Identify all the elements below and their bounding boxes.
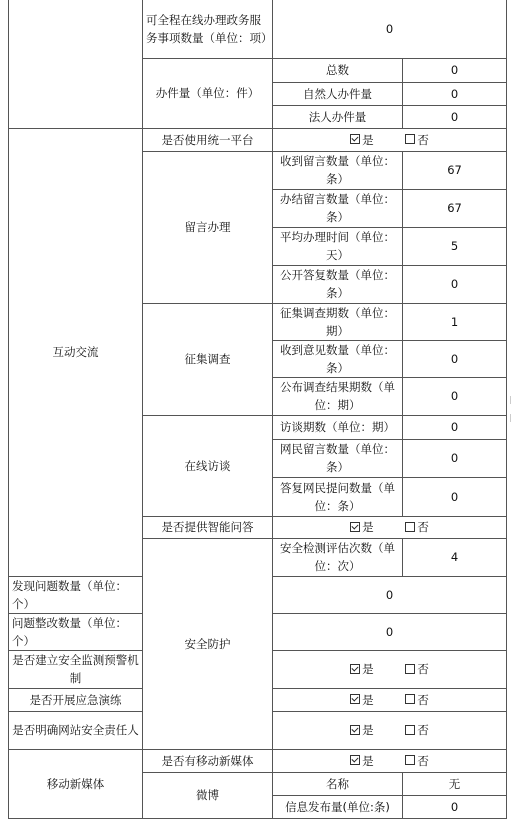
unified-platform-label: 是否使用统一平台 [143,128,273,151]
security-responsible-options: 是 否 [273,711,507,749]
interview-row-value: 0 [403,439,507,477]
weibo-name-value: 无 [403,772,507,795]
emergency-drill-label: 是否开展应急演练 [9,688,143,711]
interview-row-value: 0 [403,477,507,516]
has-mobile-media-label: 是否有移动新媒体 [143,749,273,772]
survey-row-label: 收到意见数量（单位：条） [273,340,403,377]
section-cell-empty [9,0,143,128]
checkbox-checked-icon [350,664,360,674]
checkbox-empty-icon [405,664,415,674]
legal-person-cases-value: 0 [403,105,507,128]
total-cases-value: 0 [403,58,507,82]
message-handling-group: 留言办理 [143,151,273,303]
message-row-label: 收到留言数量（单位：条） [273,151,403,189]
security-assessments-value: 4 [403,538,507,576]
natural-person-cases-value: 0 [403,82,507,105]
message-row-value: 0 [403,265,507,303]
weibo-posts-value: 0 [403,795,507,818]
total-cases-label: 总数 [273,58,403,82]
smart-qa-label: 是否提供智能问答 [143,516,273,538]
message-row-label: 公开答复数量（单位：条） [273,265,403,303]
checkbox-empty-icon [405,755,415,765]
interview-row-label: 答复网民提问数量（单位：条） [273,477,403,516]
issues-found-label: 发现问题数量（单位：个） [9,576,143,613]
online-interview-group: 在线访谈 [143,415,273,516]
checkbox-checked-icon [350,134,360,144]
section-mobile-media: 移动新媒体 [9,749,143,818]
natural-person-cases-label: 自然人办件量 [273,82,403,105]
interview-row-label: 网民留言数量（单位：条） [273,439,403,477]
monitoring-mechanism-options: 是 否 [273,650,507,688]
issues-fixed-value: 0 [273,613,507,650]
online-services-value: 0 [273,0,507,58]
legal-person-cases-label: 法人办件量 [273,105,403,128]
government-website-stats-table [8,0,507,819]
survey-row-value: 1 [403,303,507,340]
interview-row-value: 0 [403,415,507,439]
survey-row-label: 公布调查结果期数（单位：期） [273,377,403,415]
checkbox-checked-icon [350,725,360,735]
checkbox-checked-icon [350,755,360,765]
smart-qa-options: 是 否 [273,516,507,538]
section-interaction: 互动交流 [9,128,143,576]
checkbox-empty-icon [405,694,415,704]
checkbox-checked-icon [350,694,360,704]
checkbox-empty-icon [405,522,415,532]
case-volume-label: 办件量（单位：件） [143,58,273,128]
survey-group: 征集调查 [143,303,273,415]
message-row-label: 办结留言数量（单位：条） [273,189,403,227]
weibo-group: 微博 [143,772,273,818]
checkbox-checked-icon [350,522,360,532]
message-row-value: 67 [403,151,507,189]
issues-fixed-label: 问题整改数量（单位：个） [9,613,143,650]
online-services-label: 可全程在线办理政务服务事项数量（单位：项） [143,0,273,58]
checkbox-empty-icon [405,134,415,144]
survey-row-value: 0 [403,340,507,377]
issues-found-value: 0 [273,576,507,613]
security-responsible-label: 是否明确网站安全责任人 [9,711,143,749]
margin-mark [510,414,514,422]
weibo-posts-label: 信息发布量(单位:条) [273,795,403,818]
survey-row-label: 征集调查期数（单位：期） [273,303,403,340]
message-row-value: 5 [403,227,507,265]
section-security: 安全防护 [143,538,273,749]
unified-platform-options: 是 否 [273,128,507,151]
message-row-label: 平均办理时间（单位：天） [273,227,403,265]
emergency-drill-options: 是 否 [273,688,507,711]
survey-row-value: 0 [403,377,507,415]
security-assessments-label: 安全检测评估次数（单位：次） [273,538,403,576]
weibo-name-label: 名称 [273,772,403,795]
has-mobile-media-options: 是 否 [273,749,507,772]
monitoring-mechanism-label: 是否建立安全监测预警机制 [9,650,143,688]
margin-mark [510,396,514,404]
interview-row-label: 访谈期数（单位：期） [273,415,403,439]
checkbox-empty-icon [405,725,415,735]
message-row-value: 67 [403,189,507,227]
